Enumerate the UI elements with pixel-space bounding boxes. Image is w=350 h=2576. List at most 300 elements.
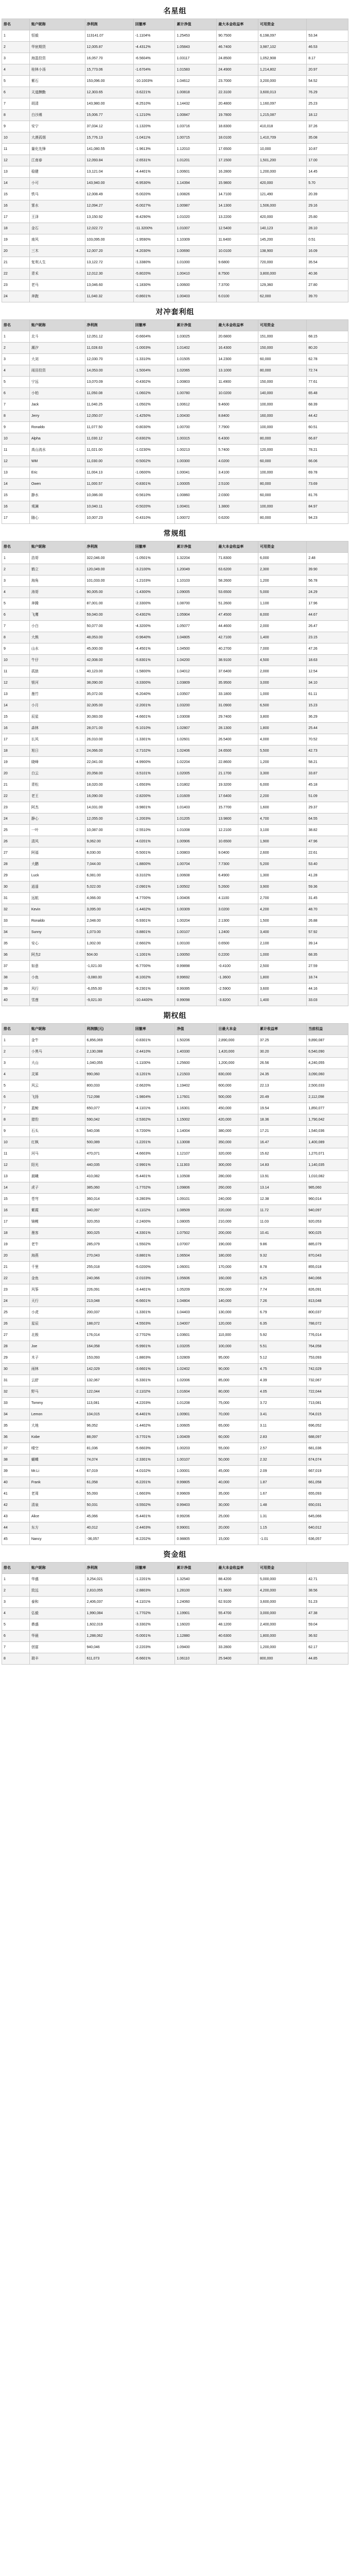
table-cell: 830,000 <box>217 1069 258 1080</box>
column-header[interactable] <box>307 1563 348 1574</box>
table-row[interactable] <box>2 1398 348 1409</box>
table-row[interactable] <box>2 564 348 575</box>
table-cell: 68.15 <box>307 331 348 343</box>
table-cell: 90,000 <box>217 1364 258 1375</box>
table-cell: 800,037 <box>307 1307 348 1318</box>
table-row[interactable] <box>2 1046 348 1058</box>
table-row[interactable] <box>2 779 348 791</box>
table-cell: 1.02006 <box>175 1375 217 1386</box>
table-row[interactable] <box>2 132 348 144</box>
column-header[interactable]: 可用资金 <box>258 1563 306 1574</box>
table-cell: 弘毅 <box>29 1608 85 1619</box>
table-cell: 13 <box>2 166 30 178</box>
table-cell: 990,060 <box>85 1069 133 1080</box>
table-cell: 9.0400 <box>217 848 258 859</box>
table-cell: 71.8300 <box>217 553 258 564</box>
column-header[interactable] <box>307 19 348 30</box>
table-row[interactable] <box>2 467 348 479</box>
table-cell: 1,214,802 <box>258 64 306 76</box>
table-row[interactable] <box>2 1432 348 1443</box>
table-row[interactable] <box>2 1182 348 1194</box>
table-cell: 6 <box>2 87 30 98</box>
column-header[interactable]: 当前权益 <box>307 1024 348 1035</box>
table-row[interactable] <box>2 1597 348 1608</box>
table-cell: 1.02005 <box>175 768 217 779</box>
table-cell: 4.1100 <box>217 893 258 904</box>
column-header[interactable] <box>307 541 348 553</box>
table-row[interactable] <box>2 655 348 666</box>
table-cell: 12,030.70 <box>85 354 133 365</box>
table-row[interactable] <box>2 927 348 938</box>
table-cell: 1.16020 <box>175 1619 217 1631</box>
table-row[interactable] <box>2 995 348 1006</box>
table-row[interactable] <box>2 1642 348 1653</box>
table-row[interactable] <box>2 377 348 388</box>
table-row[interactable] <box>2 904 348 916</box>
table-row[interactable] <box>2 553 348 564</box>
table-cell: 6,500 <box>258 700 306 711</box>
table-row[interactable] <box>2 1262 348 1273</box>
table-cell: 87,001.00 <box>85 598 133 609</box>
table-row[interactable] <box>2 166 348 178</box>
table-cell: -1.1001% <box>133 950 175 961</box>
table-row[interactable] <box>2 723 348 734</box>
table-row[interactable] <box>2 1608 348 1619</box>
table-cell: -4.0201% <box>133 836 175 848</box>
table-row[interactable] <box>2 711 348 723</box>
column-header[interactable]: 账户昵称 <box>29 320 85 331</box>
table-cell: -0.5020% <box>133 501 175 513</box>
table-cell: 110,000 <box>217 1330 258 1341</box>
table-row[interactable] <box>2 399 348 411</box>
table-row[interactable] <box>2 1409 348 1420</box>
table-row[interactable] <box>2 587 348 598</box>
table-row[interactable] <box>2 745 348 757</box>
table-cell: -1.4402% <box>133 1420 175 1432</box>
table-cell: -2.0901% <box>133 882 175 893</box>
table-cell: -9,021.00 <box>85 995 133 1006</box>
table-row[interactable] <box>2 768 348 779</box>
table-row[interactable] <box>2 984 348 995</box>
table-cell: 30.20 <box>258 1046 306 1058</box>
table-row[interactable] <box>2 1534 348 1545</box>
table-row[interactable] <box>2 836 348 848</box>
table-cell: 1.05077 <box>175 621 217 632</box>
table-row[interactable] <box>2 950 348 961</box>
table-cell: 80,000 <box>258 479 306 490</box>
table-cell: 645,066 <box>307 1511 348 1522</box>
table-cell: 1.04500 <box>175 643 217 655</box>
table-cell: 1.01802 <box>175 779 217 791</box>
table-row[interactable] <box>2 1273 348 1284</box>
table-cell: 16 <box>2 723 30 734</box>
table-row[interactable] <box>2 1631 348 1642</box>
table-row[interactable] <box>2 1250 348 1262</box>
table-row[interactable] <box>2 1216 348 1228</box>
column-header[interactable]: 累计净值 <box>175 1563 217 1574</box>
table-cell: 桂林小汤 <box>29 64 85 76</box>
table-row[interactable] <box>2 938 348 950</box>
table-row[interactable] <box>2 666 348 677</box>
column-header[interactable]: 累计净值 <box>175 541 217 553</box>
table-cell: 16 <box>2 200 30 212</box>
table-cell: -2.2001% <box>133 700 175 711</box>
table-row[interactable] <box>2 1284 348 1296</box>
table-row[interactable] <box>2 1364 348 1375</box>
column-header[interactable]: 净利润 <box>85 1563 133 1574</box>
table-cell: 3,100 <box>258 825 306 836</box>
table-row[interactable] <box>2 42 348 53</box>
table-row[interactable] <box>2 365 348 377</box>
table-row[interactable] <box>2 1341 348 1352</box>
table-cell: 6,000 <box>258 779 306 791</box>
table-row[interactable] <box>2 1522 348 1534</box>
table-row[interactable] <box>2 445 348 456</box>
table-cell: 10 <box>2 132 30 144</box>
table-row[interactable] <box>2 757 348 768</box>
table-cell: 1.02204 <box>175 757 217 768</box>
table-row[interactable] <box>2 501 348 513</box>
table-row[interactable] <box>2 1035 348 1046</box>
table-row[interactable] <box>2 1080 348 1092</box>
table-row[interactable] <box>2 700 348 711</box>
table-row[interactable] <box>2 1488 348 1500</box>
table-cell: 1.00107 <box>175 1454 217 1466</box>
table-cell: 190,000 <box>217 1239 258 1250</box>
table-cell: 50,000 <box>217 1454 258 1466</box>
table-row[interactable] <box>2 280 348 291</box>
table-row[interactable] <box>2 575 348 587</box>
table-cell: 11,040.32 <box>85 291 133 302</box>
column-header[interactable]: 回撤率 <box>133 320 175 331</box>
table-row[interactable] <box>2 212 348 223</box>
table-row[interactable] <box>2 331 348 343</box>
table-row[interactable] <box>2 632 348 643</box>
table-cell: 1.00600 <box>175 280 217 291</box>
table-row[interactable] <box>2 1386 348 1398</box>
table-row[interactable] <box>2 598 348 609</box>
table-row[interactable] <box>2 1058 348 1069</box>
table-row[interactable] <box>2 246 348 257</box>
table-header-row <box>2 19 348 30</box>
table-cell: 雪莲 <box>29 995 85 1006</box>
table-row[interactable] <box>2 1500 348 1511</box>
table-row[interactable] <box>2 64 348 76</box>
table-cell: 3,200,000 <box>258 76 306 87</box>
table-cell: 15,773.06 <box>85 64 133 76</box>
table-cell: 1.09806 <box>175 1182 217 1194</box>
table-cell: -3.4401% <box>133 1284 175 1296</box>
table-cell: 66.87 <box>307 433 348 445</box>
table-row[interactable] <box>2 513 348 524</box>
table-cell: 25.23 <box>307 98 348 110</box>
table-cell: 18.63 <box>307 655 348 666</box>
table-row[interactable] <box>2 1511 348 1522</box>
table-row[interactable] <box>2 30 348 42</box>
table-row[interactable] <box>2 1477 348 1488</box>
table-cell: 7 <box>2 621 30 632</box>
table-cell: 1.02406 <box>175 745 217 757</box>
table-cell: 1.00072 <box>175 513 217 524</box>
table-cell: 0.99098 <box>175 995 217 1006</box>
table-row[interactable] <box>2 479 348 490</box>
table-row[interactable] <box>2 178 348 189</box>
table-cell: 1,300 <box>258 870 306 882</box>
column-header[interactable]: 账户昵称 <box>29 19 85 30</box>
table-row[interactable] <box>2 433 348 445</box>
table-row[interactable] <box>2 223 348 234</box>
table-row[interactable] <box>2 1296 348 1307</box>
column-header[interactable]: 日最大本金 <box>217 1024 258 1035</box>
table-row[interactable] <box>2 456 348 467</box>
table-row[interactable] <box>2 1454 348 1466</box>
column-header[interactable] <box>307 320 348 331</box>
table-cell: 12,007.20 <box>85 246 133 257</box>
column-header[interactable]: 最大本金收益率 <box>217 541 258 553</box>
table-row[interactable] <box>2 791 348 802</box>
column-header[interactable]: 最大本金收益率 <box>217 1563 258 1574</box>
table-row[interactable] <box>2 490 348 501</box>
table-cell: 44 <box>2 1522 30 1534</box>
column-header[interactable]: 排名 <box>2 19 30 30</box>
table-cell: 21.1700 <box>217 768 258 779</box>
ranking-table <box>2 19 348 302</box>
table-cell: 1 <box>2 331 30 343</box>
table-row[interactable] <box>2 1103 348 1114</box>
table-cell: 45,066 <box>85 1511 133 1522</box>
table-row[interactable] <box>2 1585 348 1597</box>
table-cell: 1.00803 <box>175 848 217 859</box>
column-header[interactable]: 最大本金收益率 <box>217 19 258 30</box>
table-row[interactable] <box>2 893 348 904</box>
column-header[interactable]: 回撤率 <box>133 541 175 553</box>
table-row[interactable] <box>2 1194 348 1205</box>
column-header[interactable]: 净利润 <box>85 320 133 331</box>
table-cell: 华晨 <box>29 1631 85 1642</box>
table-row[interactable] <box>2 291 348 302</box>
table-cell: 55,000 <box>217 1443 258 1454</box>
table-cell: -1.6503% <box>133 779 175 791</box>
table-row[interactable] <box>2 825 348 836</box>
table-row[interactable] <box>2 189 348 200</box>
column-header[interactable]: 排名 <box>2 1563 30 1574</box>
column-header[interactable]: 账户昵称 <box>29 1024 85 1035</box>
table-cell: 650,031 <box>307 1500 348 1511</box>
table-row[interactable] <box>2 848 348 859</box>
table-row[interactable] <box>2 882 348 893</box>
table-row[interactable] <box>2 343 348 354</box>
table-cell: 33 <box>2 916 30 927</box>
column-header[interactable]: 排名 <box>2 1024 30 1035</box>
table-row[interactable] <box>2 1443 348 1454</box>
table-row[interactable] <box>2 734 348 745</box>
table-cell: 10.41 <box>258 1228 306 1239</box>
table-row[interactable] <box>2 1228 348 1239</box>
table-cell: 2,400,000 <box>258 1619 306 1631</box>
table-row[interactable] <box>2 1239 348 1250</box>
table-cell: 65.48 <box>307 388 348 399</box>
table-cell: 226,091 <box>85 1284 133 1296</box>
column-header[interactable]: 回撤率 <box>133 1024 175 1035</box>
table-cell: 14.1300 <box>217 200 258 212</box>
table-row[interactable] <box>2 1137 348 1148</box>
table-cell: -2.0103% <box>133 1273 175 1284</box>
column-header[interactable]: 可用资金 <box>258 320 306 331</box>
column-header[interactable]: 净利润 <box>85 541 133 553</box>
table-cell: 24,066.00 <box>85 745 133 757</box>
table-row[interactable] <box>2 53 348 64</box>
table-cell: 8,030.00 <box>85 848 133 859</box>
table-cell: 3 <box>2 1058 30 1069</box>
column-header[interactable]: 可用资金 <box>258 541 306 553</box>
table-row[interactable] <box>2 354 348 365</box>
table-cell: 5.12 <box>258 1352 306 1364</box>
table-cell: 58.21 <box>307 757 348 768</box>
table-row[interactable] <box>2 802 348 814</box>
table-row[interactable] <box>2 1114 348 1126</box>
column-header[interactable]: 排名 <box>2 541 30 553</box>
table-row[interactable] <box>2 1375 348 1386</box>
table-cell: -0.8301% <box>133 479 175 490</box>
table-row[interactable] <box>2 388 348 399</box>
table-cell: 2,890,000 <box>217 1035 258 1046</box>
table-cell: 60,000 <box>217 1432 258 1443</box>
table-cell: 26,010.00 <box>85 734 133 745</box>
table-cell: 逍遥 <box>29 882 85 893</box>
table-row[interactable] <box>2 1330 348 1341</box>
column-header[interactable]: 账户昵称 <box>29 1563 85 1574</box>
table-row[interactable] <box>2 961 348 972</box>
column-header[interactable]: 回撤率 <box>133 1563 175 1574</box>
table-row[interactable] <box>2 1307 348 1318</box>
table-cell: 30,000 <box>217 1500 258 1511</box>
table-row[interactable] <box>2 1420 348 1432</box>
column-header[interactable]: 排名 <box>2 320 30 331</box>
table-row[interactable] <box>2 268 348 280</box>
table-row[interactable] <box>2 972 348 984</box>
table-cell: 6,198,097 <box>258 30 306 42</box>
column-header[interactable]: 累计净值 <box>175 19 217 30</box>
table-row[interactable] <box>2 257 348 268</box>
table-row[interactable] <box>2 110 348 121</box>
table-cell: 12,051.12 <box>85 331 133 343</box>
column-header[interactable]: 可用资金 <box>258 19 306 30</box>
table-row[interactable] <box>2 1171 348 1182</box>
table-row[interactable] <box>2 1069 348 1080</box>
table-row[interactable] <box>2 1160 348 1171</box>
table-cell: -1.4402% <box>133 904 175 916</box>
table-cell: 0.99206 <box>175 1511 217 1522</box>
table-cell: -11.3200% <box>133 223 175 234</box>
table-cell: 74,074 <box>85 1454 133 1466</box>
table-row[interactable] <box>2 422 348 433</box>
table-cell: -1.0602% <box>133 388 175 399</box>
table-cell: 62.78 <box>307 354 348 365</box>
table-row[interactable] <box>2 1148 348 1160</box>
table-row[interactable] <box>2 677 348 689</box>
table-cell: 23.15 <box>307 632 348 643</box>
table-cell: 23 <box>2 1284 30 1296</box>
table-row[interactable] <box>2 621 348 632</box>
table-row[interactable] <box>2 1466 348 1477</box>
table-cell: 722,044 <box>307 1386 348 1398</box>
table-row[interactable] <box>2 1619 348 1631</box>
table-row[interactable] <box>2 121 348 132</box>
table-cell: 3,090,060 <box>307 1069 348 1080</box>
table-cell: 35,072.00 <box>85 689 133 700</box>
table-row[interactable] <box>2 1574 348 1585</box>
table-cell: 10,040.11 <box>85 501 133 513</box>
table-row[interactable] <box>2 609 348 621</box>
column-header[interactable]: 利润额(元) <box>85 1024 133 1035</box>
table-cell: 风云 <box>29 1080 85 1092</box>
table-cell: 小月 <box>29 700 85 711</box>
table-cell: 3,600,013 <box>258 87 306 98</box>
table-row[interactable] <box>2 689 348 700</box>
column-header[interactable]: 净值 <box>175 1024 217 1035</box>
column-header[interactable]: 累计收益率 <box>258 1024 306 1035</box>
table-row[interactable] <box>2 1205 348 1216</box>
column-header[interactable]: 账户昵称 <box>29 541 85 553</box>
table-cell: 8 <box>2 110 30 121</box>
column-header[interactable]: 净利润 <box>85 19 133 30</box>
table-row[interactable] <box>2 1126 348 1137</box>
table-cell: 1.03809 <box>175 677 217 689</box>
table-row[interactable] <box>2 1092 348 1103</box>
table-cell: 1.01403 <box>175 802 217 814</box>
table-row[interactable] <box>2 411 348 422</box>
table-cell: 0.98805 <box>175 1534 217 1545</box>
table-row[interactable] <box>2 916 348 927</box>
table-cell: 100,000 <box>258 422 306 433</box>
table-cell: 1,420,000 <box>217 1046 258 1058</box>
column-header[interactable]: 最大本金收益率 <box>217 320 258 331</box>
column-header[interactable]: 累计净值 <box>175 320 217 331</box>
table-row[interactable] <box>2 814 348 825</box>
table-row[interactable] <box>2 1318 348 1330</box>
table-cell: 1.08509 <box>175 1205 217 1216</box>
table-cell: -1.5004% <box>133 365 175 377</box>
table-cell: 59.36 <box>307 882 348 893</box>
table-cell: 1,100 <box>258 598 306 609</box>
table-cell: 华盛 <box>29 1574 85 1585</box>
table-cell: -5.5001% <box>133 848 175 859</box>
table-cell: 45,000 <box>217 1466 258 1477</box>
table-row[interactable] <box>2 1653 348 1665</box>
table-row[interactable] <box>2 155 348 166</box>
table-cell: 1.02402 <box>175 1364 217 1375</box>
table-cell: 2,112,098 <box>307 1092 348 1103</box>
table-row[interactable] <box>2 76 348 87</box>
table-cell: 21 <box>2 257 30 268</box>
table-row[interactable] <box>2 643 348 655</box>
table-row[interactable] <box>2 98 348 110</box>
table-row[interactable] <box>2 1352 348 1364</box>
table-row[interactable] <box>2 200 348 212</box>
table-cell: 62,000 <box>258 291 306 302</box>
table-row[interactable] <box>2 870 348 882</box>
table-cell: 1.00309 <box>175 904 217 916</box>
table-cell: 1.28100 <box>175 1585 217 1597</box>
table-row[interactable] <box>2 87 348 98</box>
table-cell: 12 <box>2 1160 30 1171</box>
table-cell: -3.7701% <box>133 1432 175 1443</box>
table-row[interactable] <box>2 859 348 870</box>
table-row[interactable] <box>2 234 348 246</box>
table-cell: 140,123 <box>258 223 306 234</box>
column-header[interactable]: 回撤率 <box>133 19 175 30</box>
table-row[interactable] <box>2 144 348 155</box>
